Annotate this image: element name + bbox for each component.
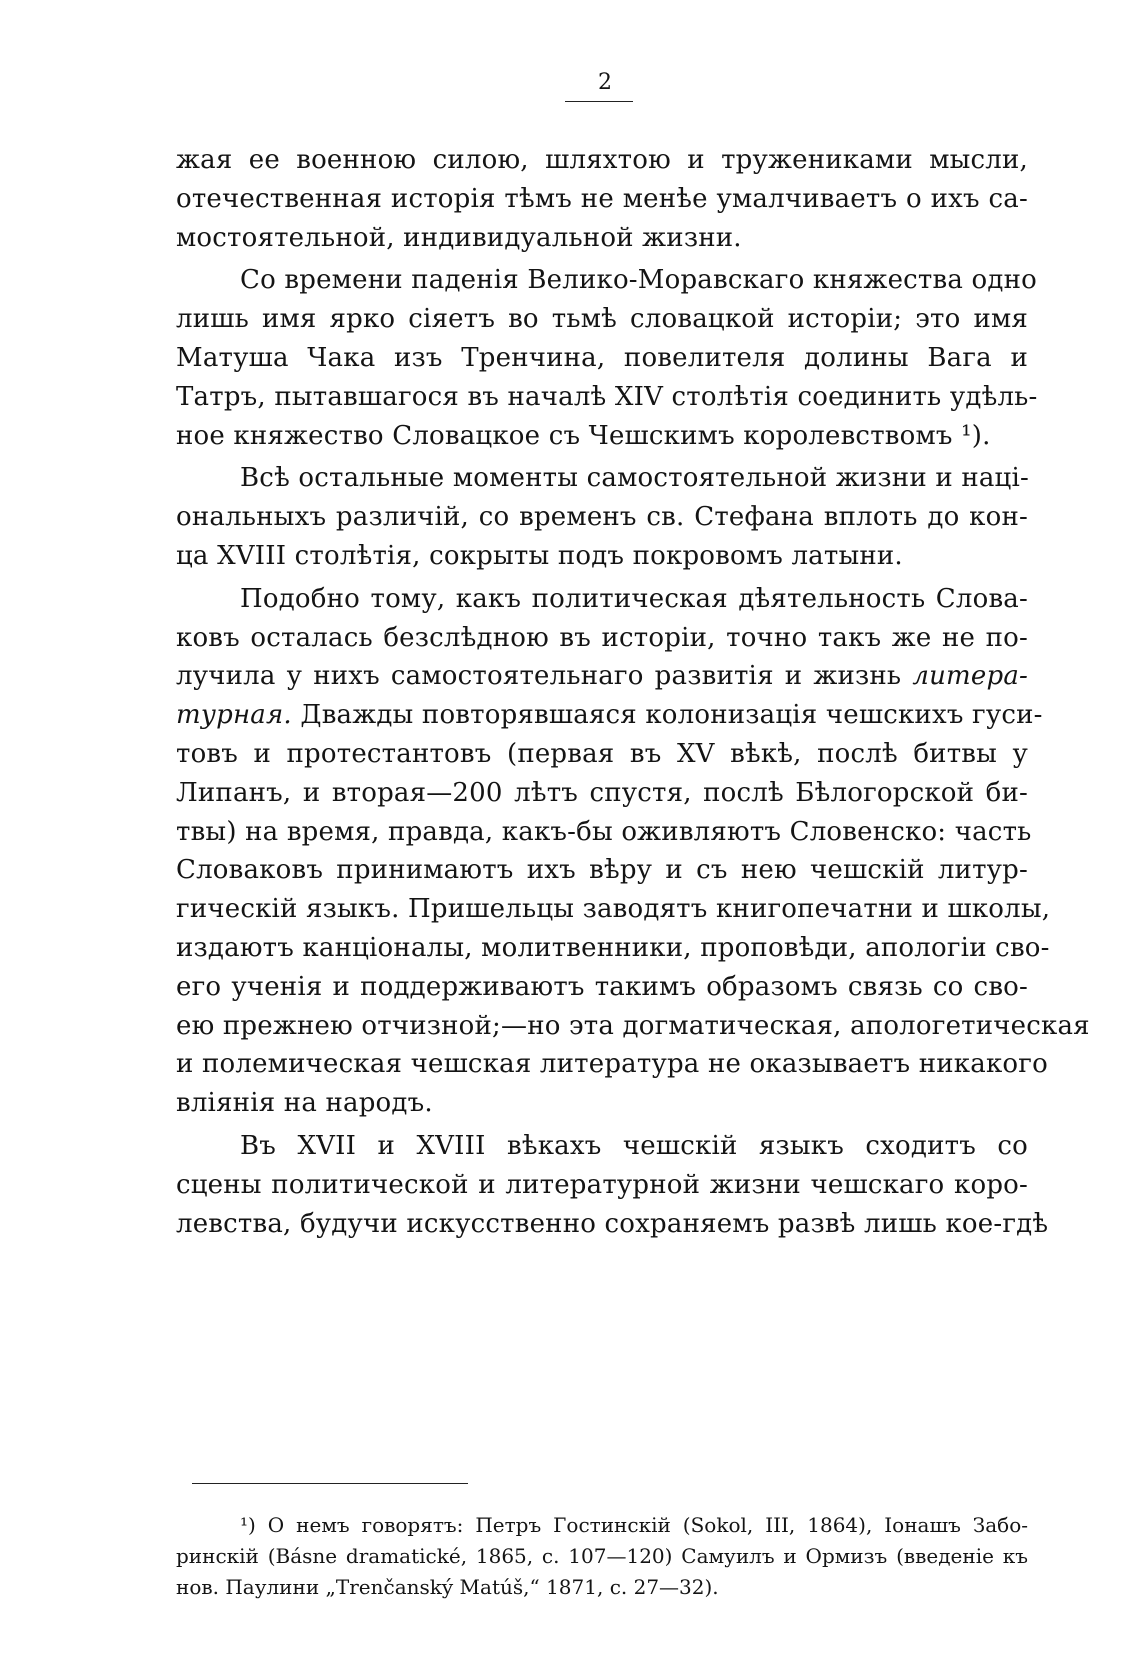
footnote-line: нов. Паулини „Trenčanský Matúš,“ 1871, с. 27—32).: [176, 1575, 719, 1599]
text-line: Татръ, пытавшагося въ началѣ XIV столѣтія соединить удѣль-: [176, 381, 1038, 412]
text-line: [176, 657, 1028, 696]
text-line: Со времени паденія Велико-Моравскаго княжества одно: [240, 265, 1037, 296]
text-line: вліянія на народъ.: [176, 1088, 433, 1119]
text-line: издаютъ канціоналы, молитвенники, проповѣди, апологіи сво-: [176, 932, 1050, 963]
text-line: сцены политической и литературной жизни чешскаго коро-: [176, 1169, 1028, 1200]
text-segment: Дважды повторявшаяся колонизація чешскихъ гуси-: [291, 700, 1043, 731]
paragraph-3: [176, 459, 1028, 575]
text-line: Словаковъ принимаютъ ихъ вѣру и съ нею чешскій литур-: [176, 855, 1028, 886]
italic-word: турная.: [176, 700, 292, 731]
text-line: Матуша Чака изъ Тренчина, повелителя долины Вага и: [176, 342, 1028, 373]
text-line: лишь имя ярко сіяетъ во тьмѣ словацкой исторіи; это имя: [176, 304, 1028, 335]
footnote-rule: [192, 1483, 468, 1484]
text-line: Липанъ, и вторая—200 лѣтъ спустя, послѣ Бѣлогорской би-: [176, 777, 1028, 808]
text-line: его ученія и поддерживаютъ такимъ образомъ связь со сво-: [176, 971, 1028, 1002]
page-number: 2: [598, 70, 612, 95]
text-line: ковъ осталась безслѣдною въ исторіи, точно такъ же не по-: [176, 622, 1028, 653]
page-number-rule: [565, 101, 633, 102]
paragraph-1: [176, 141, 1028, 257]
text-line: жая ее военною силою, шляхтою и тружениками мысли,: [176, 145, 1028, 175]
text-line: отечественная исторія тѣмъ не менѣе умалчиваетъ о ихъ са-: [176, 183, 1028, 214]
text-line: Всѣ остальные моменты самостоятельной жизни и наці-: [240, 463, 1029, 494]
text-line: гическій языкъ. Пришельцы заводятъ книгопечатни и школы,: [176, 894, 1051, 925]
text-line: ца XVIII столѣтія, сокрыты подъ покровомъ латыни.: [176, 540, 903, 571]
text-line: и полемическая чешская литература не оказываетъ никакого: [176, 1049, 1048, 1080]
text-line: Подобно тому, какъ политическая дѣятельность Слова-: [240, 583, 1028, 614]
text-line: товъ и протестантовъ (первая въ XV вѣкѣ, послѣ битвы у: [176, 738, 1028, 769]
text-line: мостоятельной, индивидуальной жизни.: [176, 222, 742, 253]
footnote-line: ринскій (Básne dramatické, 1865, с. 107—120) Самуилъ и Ормизъ (введеніе къ: [176, 1544, 1028, 1568]
footnote-line: ¹) О немъ говорятъ: Петръ Гостинскій (Sokol, III, 1864), Іонашъ Забо-: [240, 1513, 1028, 1537]
text-line: ональныхъ различій, со временъ св. Стефана вплоть до кон-: [176, 502, 1028, 533]
text-line: Въ XVII и XVIII вѣкахъ чешскій языкъ сходитъ со: [240, 1130, 1028, 1161]
paragraph-2: [176, 261, 1038, 455]
paragraph-4: [176, 580, 1090, 1123]
italic-word: литера-: [912, 661, 1029, 692]
text-line: [176, 696, 1043, 735]
body-text: [176, 141, 1090, 1247]
text-line: ею прежнею отчизной;—но эта догматическая, апологетическая: [176, 1010, 1090, 1041]
text-line: ное княжество Словацкое съ Чешскимъ королевствомъ ¹).: [176, 420, 991, 451]
text-line: твы) на время, правда, какъ-бы оживляютъ Словенско: часть: [176, 816, 1032, 847]
text-segment: лучила у нихъ самостоятельнаго развитія и жизнь: [176, 661, 902, 692]
text-line: левства, будучи искусственно сохраняемъ развѣ лишь кое-гдѣ: [176, 1208, 1049, 1239]
footnote: [176, 1510, 1028, 1603]
paragraph-5: [176, 1127, 1049, 1243]
